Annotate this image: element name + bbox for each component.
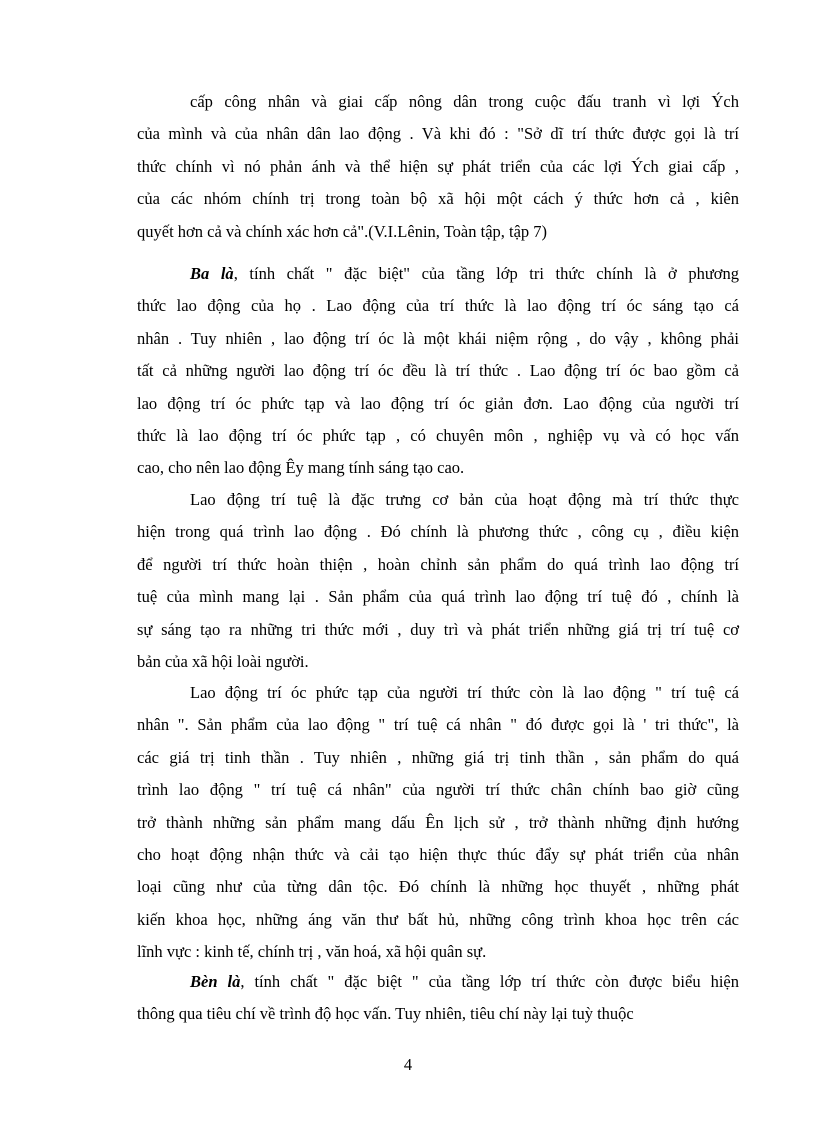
paragraph-line: lĩnh vực : kinh tế, chính trị , văn hoá, xã hội quân sự. (137, 942, 487, 962)
paragraph-text: , tính chất " đặc biệt " của tầng lớp trí thức còn được biểu hiện (240, 972, 739, 991)
paragraph-line: cao, cho nên lao động Êy mang tính sáng tạo cao. (137, 458, 465, 478)
paragraph-1 (137, 86, 739, 248)
paragraph-3 (137, 484, 739, 678)
paragraph-lead: Bèn là (190, 972, 241, 991)
paragraph-text: Lao động trí tuệ là đặc trưng cơ bản của hoạt động mà trí thức thực (190, 490, 739, 509)
paragraph-line: để người trí thức hoàn thiện , hoàn chỉnh sản phẩm do quá trình lao động trí (137, 554, 739, 574)
paragraph-text: cấp công nhân và giai cấp nông dân trong cuộc đấu tranh vì lợi Ých (190, 92, 739, 111)
paragraph-line: của mình và của nhân dân lao động . Và khi đó : "Sở dĩ trí thức được gọi là trí (137, 124, 739, 144)
paragraph-lead: Ba là (190, 264, 234, 283)
paragraph-line: loại cũng như của từng dân tộc. Đó chính là những học thuyết , những phát (137, 877, 739, 897)
paragraph-line: các giá trị tinh thần . Tuy nhiên , những giá trị tinh thần , sản phẩm do quá (137, 747, 739, 767)
paragraph-line: sự sáng tạo ra những tri thức mới , duy trì và phát triển những giá trị trí tuệ cơ (137, 619, 739, 639)
paragraph-line: kiến khoa học, những áng văn thư bất hủ, những công trình khoa học trên các (137, 909, 739, 929)
paragraph-first-line (137, 86, 739, 118)
paragraph-line: bản của xã hội loài người. (137, 651, 309, 671)
paragraph-line: thức chính vì nó phản ánh và thể hiện sự phát triển của các lợi Ých giai cấp , (137, 156, 739, 176)
paragraph-text: , tính chất " đặc biệt" của tầng lớp tri thức chính là ở phương (233, 264, 739, 283)
paragraph-line: của các nhóm chính trị trong toàn bộ xã hội một cách ý thức hơn cả , kiên (137, 189, 739, 209)
paragraph-4 (137, 677, 739, 969)
paragraph-line: nhân ". Sản phẩm của lao động " trí tuệ cá nhân " đó được gọi là ' tri thức", là (137, 715, 739, 735)
paragraph-2 (137, 258, 739, 485)
paragraph-line: tuệ của mình mang lại . Sản phẩm của quá trình lao động trí tuệ đó , chính là (137, 587, 739, 607)
paragraph-line: lao động trí óc phức tạp và lao động trí óc giản đơn. Lao động của người trí (137, 393, 739, 413)
paragraph-line: nhân . Tuy nhiên , lao động trí óc là một khái niệm rộng , do vậy , không phải (137, 328, 739, 348)
paragraph-line: thức lao động của họ . Lao động của trí thức là lao động trí óc sáng tạo cá (137, 296, 739, 316)
paragraph-line: quyết hơn cả và chính xác hơn cả".(V.I.Lênin, Toàn tập, tập 7) (137, 221, 548, 241)
paragraph-first-line (137, 677, 739, 709)
paragraph-line: trình lao động " trí tuệ cá nhân" của người trí thức chân chính bao giờ cũng (137, 780, 739, 800)
paragraph-5 (137, 966, 739, 1031)
paragraph-first-line (137, 484, 739, 516)
paragraph-first-line (137, 258, 739, 290)
paragraph-line: thức là lao động trí óc phức tạp , có chuyên môn , nghiệp vụ và có học vấn (137, 425, 739, 445)
paragraph-line: cho hoạt động nhận thức và cải tạo hiện thực thúc đẩy sự phát triển của nhân (137, 844, 739, 864)
paragraph-line: trở thành những sản phẩm mang dấu Ên lịch sử , trở thành những định hướng (137, 812, 739, 832)
page-number: 4 (403, 1055, 413, 1074)
paragraph-line: tất cả những người lao động trí óc đều là trí thức . Lao động trí óc bao gồm cả (137, 361, 739, 381)
paragraph-first-line (137, 966, 739, 998)
paragraph-line: thông qua tiêu chí về trình độ học vấn. Tuy nhiên, tiêu chí này lại tuỳ thuộc (137, 1004, 634, 1024)
paragraph-text: Lao động trí óc phức tạp của người trí thức còn là lao động " trí tuệ cá (190, 683, 739, 702)
paragraph-line: hiện trong quá trình lao động . Đó chính là phương thức , công cụ , điều kiện (137, 522, 739, 542)
